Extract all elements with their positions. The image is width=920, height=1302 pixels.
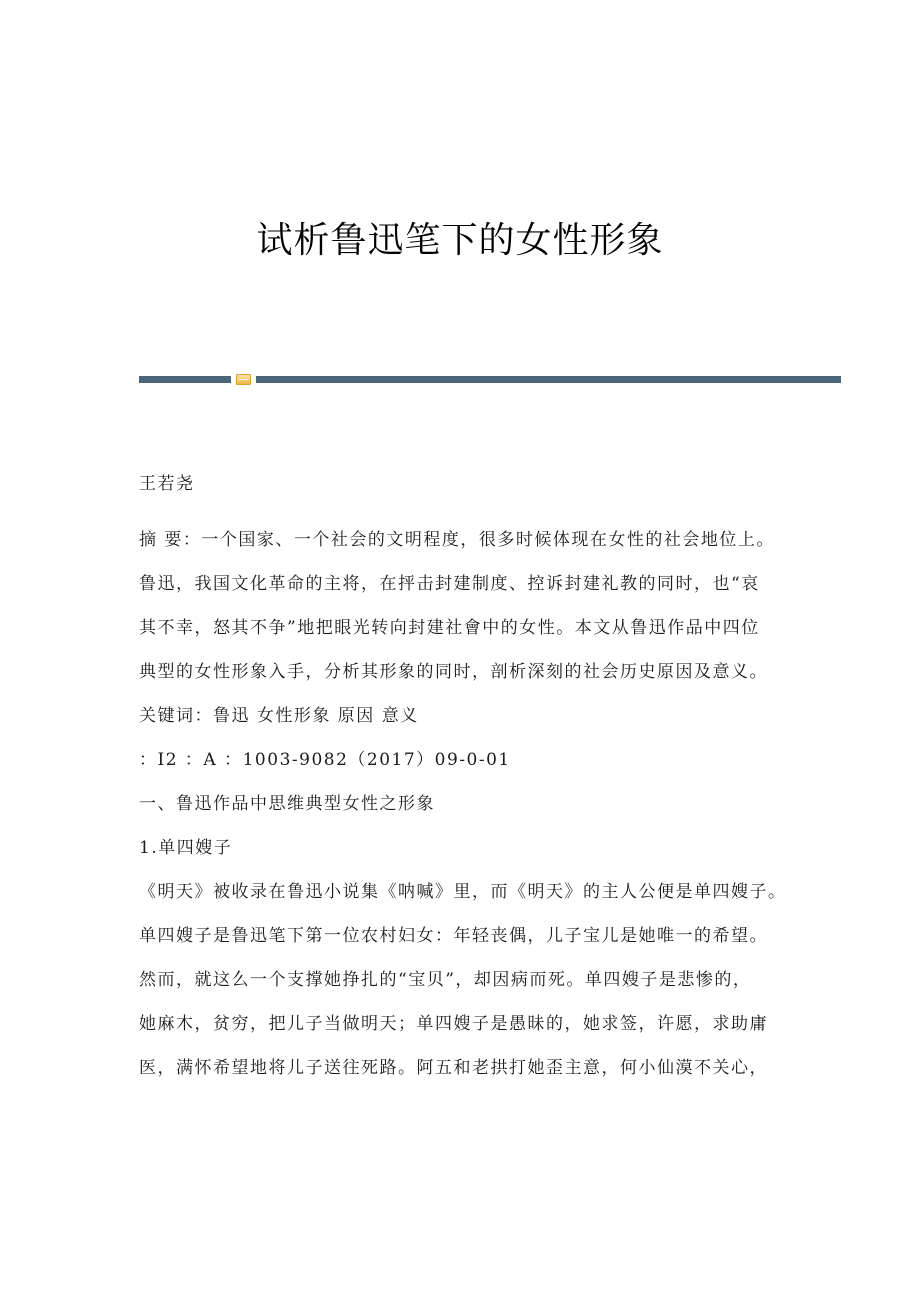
- abstract-line: 摘 要：一个国家、一个社会的文明程度，很多时候体现在女性的社会地位上。: [139, 530, 775, 550]
- abstract-line: 鲁迅，我国文化革命的主将，在抨击封建制度、控诉封建礼教的同时，也“哀: [139, 574, 760, 594]
- subsection-heading: 1.单四嫂子: [139, 838, 233, 858]
- divider-ornament-icon: [236, 374, 251, 385]
- divider-bar-left: [139, 376, 231, 383]
- divider-bar-right: [256, 376, 841, 383]
- abstract-line: 其不幸，怒其不争”地把眼光转向封建社會中的女性。本文从鲁迅作品中四位: [139, 618, 760, 638]
- section-heading: 一、鲁迅作品中思维典型女性之形象: [139, 794, 435, 814]
- body-line: 《明天》被收录在鲁迅小说集《呐喊》里，而《明天》的主人公便是单四嫂子。: [139, 882, 787, 902]
- body-line: 单四嫂子是鲁迅笔下第一位农村妇女：年轻丧偶，儿子宝儿是她唯一的希望。: [139, 926, 768, 946]
- abstract: [139, 512, 811, 700]
- author-name: 王若尧: [139, 474, 195, 494]
- body-line: 她麻木，贫穷，把儿子当做明天；单四嫂子是愚昧的，她求签，许愿，求助庸: [139, 1014, 768, 1034]
- document-title: 试析鲁迅笔下的女性形象: [256, 220, 664, 261]
- title-divider: [0, 374, 920, 384]
- body-line: 医，满怀希望地将儿子送往死路。阿五和老拱打她歪主意，何小仙漠不关心，: [139, 1058, 768, 1078]
- body-paragraph: [139, 864, 811, 1096]
- abstract-line: 典型的女性形象入手，分析其形象的同时，剖析深刻的社会历史原因及意义。: [139, 662, 768, 682]
- classification-codes: ：I2 ：A ：1003-9082（2017）09-0-01: [139, 750, 511, 770]
- keywords: 关键词：鲁迅 女性形象 原因 意义: [139, 706, 419, 726]
- body-line: 然而，就这么一个支撑她挣扎的“宝贝”，却因病而死。单四嫂子是悲惨的，: [139, 970, 752, 990]
- document-body: [139, 468, 811, 1096]
